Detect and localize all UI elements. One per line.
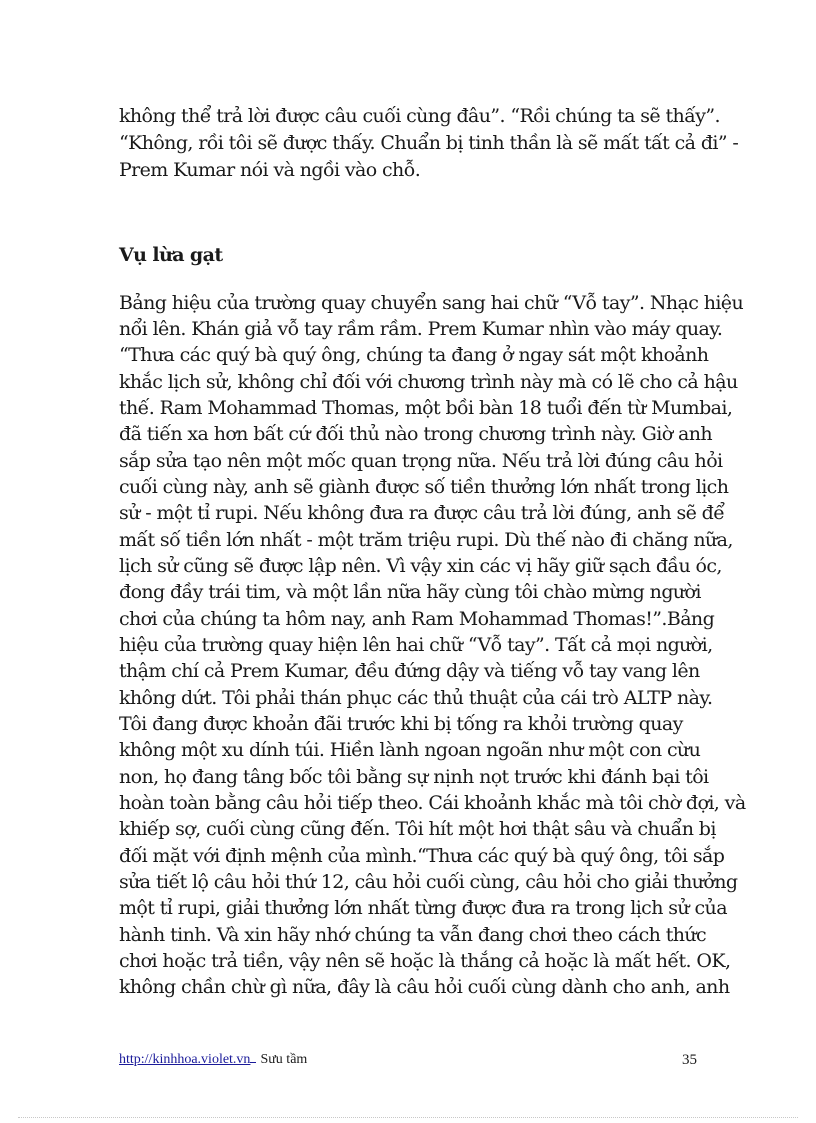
top-paragraph-line: không thể trả lời được câu cuối cùng đâu”. “Rồi chúng ta sẽ thấy”. (119, 105, 720, 127)
page-number: 35 (682, 1052, 697, 1068)
body-line: hành tinh. Và xin hãy nhớ chúng ta vẫn đang chơi theo cách thức (119, 924, 707, 946)
body-line: hoàn toàn bằng câu hỏi tiếp theo. Cái khoảnh khắc mà tôi chờ đợi, và (119, 792, 746, 814)
page-footer (119, 1052, 697, 1068)
body-line: đã tiến xa hơn bất cứ đối thủ nào trong chương trình này. Giờ anh (119, 423, 713, 445)
body-line: chơi của chúng ta hôm nay, anh Ram Mohammad Thomas!”.Bảng (119, 608, 715, 630)
body-line: thế. Ram Mohammad Thomas, một bồi bàn 18 tuổi đến từ Mumbai, (119, 397, 733, 419)
body-line: không chần chừ gì nữa, đây là câu hỏi cuối cùng dành cho anh, anh (119, 976, 730, 998)
body-line: Tôi đang được khoản đãi trước khi bị tống ra khỏi trường quay (119, 713, 683, 735)
body-line: hiệu của trường quay hiện lên hai chữ “Vỗ tay”. Tất cả mọi người, (119, 634, 713, 656)
section-heading: Vụ lừa gạt (119, 244, 223, 266)
body-line: thậm chí cả Prem Kumar, đều đứng dậy và tiếng vỗ tay vang lên (119, 660, 700, 682)
body-line: non, họ đang tâng bốc tôi bằng sự nịnh nọt trước khi đánh bại tôi (119, 766, 709, 788)
body-line: “Thưa các quý bà quý ông, chúng ta đang ở ngay sát một khoảnh (119, 344, 709, 366)
body-line: Bảng hiệu của trường quay chuyển sang hai chữ “Vỗ tay”. Nhạc hiệu (119, 292, 744, 314)
footer-source: Sưu tầm (260, 1052, 308, 1067)
body-line: đối mặt với định mệnh của mình.“Thưa các quý bà quý ông, tôi sắp (119, 845, 725, 867)
body-line: sử - một tỉ rupi. Nếu không đưa ra được câu trả lời đúng, anh sẽ để (119, 502, 725, 524)
body-line: một tỉ rupi, giải thưởng lớn nhất từng được đưa ra trong lịch sử của (119, 897, 727, 919)
body-line: không một xu dính túi. Hiền lành ngoan ngoãn như một con cừu (119, 739, 701, 761)
page-bottom-divider (18, 1117, 798, 1118)
body-line: sắp sửa tạo nên một mốc quan trọng nữa. Nếu trả lời đúng câu hỏi (119, 450, 723, 472)
body-line: đong đầy trái tim, và một lần nữa hãy cùng tôi chào mừng người (119, 581, 701, 603)
top-paragraph-line: “Không, rồi tôi sẽ được thấy. Chuẩn bị tinh thần là sẽ mất tất cả đi” - (119, 132, 739, 154)
body-line: khắc lịch sử, không chỉ đối với chương trình này mà có lẽ cho cả hậu (119, 371, 738, 393)
top-paragraph-line: Prem Kumar nói và ngồi vào chỗ. (119, 159, 421, 181)
body-line: không dứt. Tôi phải thán phục các thủ thuật của cái trò ALTP này. (119, 687, 713, 709)
link-underline-separator (250, 1062, 256, 1063)
body-line: mất số tiền lớn nhất - một trăm triệu rupi. Dù thế nào đi chăng nữa, (119, 529, 733, 551)
body-line: lịch sử cũng sẽ được lập nên. Vì vậy xin các vị hãy giữ sạch đầu óc, (119, 555, 722, 577)
body-line: cuối cùng này, anh sẽ giành được số tiền thưởng lớn nhất trong lịch (119, 476, 729, 498)
body-line: nổi lên. Khán giả vỗ tay rầm rầm. Prem Kumar nhìn vào máy quay. (119, 318, 723, 340)
body-line: khiếp sợ, cuối cùng cũng đến. Tôi hít một hơi thật sâu và chuẩn bị (119, 818, 716, 840)
footer-link[interactable]: http://kinhhoa.violet.vn (119, 1052, 251, 1067)
body-line: chơi hoặc trả tiền, vậy nên sẽ hoặc là thắng cả hoặc là mất hết. OK, (119, 950, 731, 972)
body-line: sửa tiết lộ câu hỏi thứ 12, câu hỏi cuối cùng, câu hỏi cho giải thưởng (119, 871, 738, 893)
